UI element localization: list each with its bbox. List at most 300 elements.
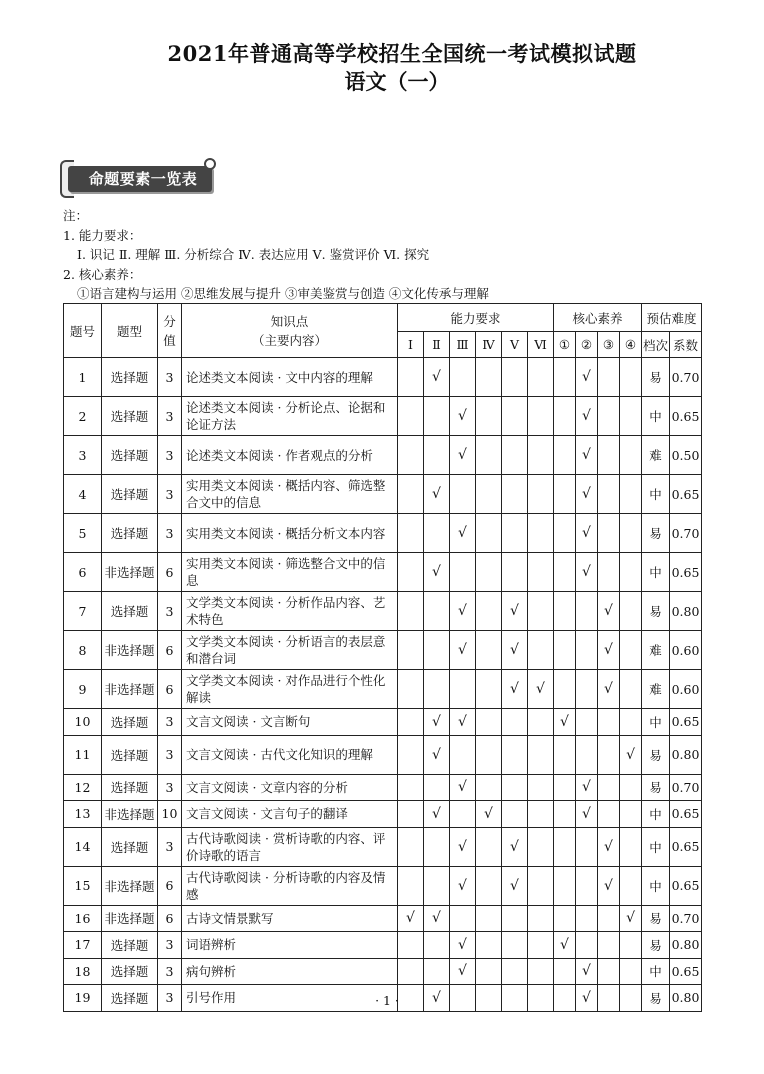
cell-knowledge: 论述类文本阅读 · 文中内容的理解 bbox=[182, 358, 398, 397]
cell-level: 易 bbox=[642, 358, 670, 397]
cell-level: 易 bbox=[642, 932, 670, 959]
cell-knowledge: 实用类文本阅读 · 筛选整合文中的信息 bbox=[182, 553, 398, 592]
cell-core-2 bbox=[576, 905, 598, 932]
cell-ability-6 bbox=[528, 905, 554, 932]
cell-num: 8 bbox=[64, 631, 102, 670]
cell-core-1 bbox=[554, 475, 576, 514]
cell-ability-5 bbox=[502, 801, 528, 828]
header-core-col: ③ bbox=[598, 332, 620, 358]
cell-score: 6 bbox=[158, 905, 182, 932]
cell-core-1 bbox=[554, 866, 576, 905]
page-subtitle: 语文（一） bbox=[344, 69, 450, 94]
cell-core-4 bbox=[620, 514, 642, 553]
cell-ability-3 bbox=[450, 801, 476, 828]
cell-level: 易 bbox=[642, 735, 670, 774]
cell-level: 难 bbox=[642, 670, 670, 709]
cell-core-3 bbox=[598, 905, 620, 932]
cell-ability-3: √ bbox=[450, 932, 476, 959]
header-score: 分值 bbox=[158, 304, 182, 358]
cell-ability-2: √ bbox=[424, 801, 450, 828]
cell-type: 选择题 bbox=[102, 436, 158, 475]
header-ability-col: Ⅵ bbox=[528, 332, 554, 358]
header-ability-col: Ⅴ bbox=[502, 332, 528, 358]
cell-ability-4 bbox=[476, 735, 502, 774]
table-row bbox=[64, 514, 702, 553]
cell-coef: 0.65 bbox=[670, 958, 702, 985]
cell-num: 15 bbox=[64, 866, 102, 905]
cell-ability-5: √ bbox=[502, 631, 528, 670]
cell-ability-4 bbox=[476, 397, 502, 436]
cell-ability-4 bbox=[476, 436, 502, 475]
cell-ability-4 bbox=[476, 553, 502, 592]
cell-score: 3 bbox=[158, 932, 182, 959]
cell-coef: 0.80 bbox=[670, 932, 702, 959]
cell-ability-2: √ bbox=[424, 735, 450, 774]
cell-core-3 bbox=[598, 958, 620, 985]
cell-core-1 bbox=[554, 592, 576, 631]
cell-ability-2 bbox=[424, 436, 450, 475]
cell-core-4 bbox=[620, 709, 642, 736]
cell-core-3 bbox=[598, 397, 620, 436]
cell-ability-1 bbox=[398, 866, 424, 905]
cell-type: 选择题 bbox=[102, 475, 158, 514]
cell-core-4 bbox=[620, 397, 642, 436]
cell-coef: 0.80 bbox=[670, 735, 702, 774]
cell-coef: 0.80 bbox=[670, 592, 702, 631]
table-row bbox=[64, 397, 702, 436]
table-row bbox=[64, 958, 702, 985]
cell-level: 中 bbox=[642, 709, 670, 736]
cell-num: 12 bbox=[64, 774, 102, 801]
cell-knowledge: 文学类文本阅读 · 对作品进行个性化解读 bbox=[182, 670, 398, 709]
cell-ability-5 bbox=[502, 709, 528, 736]
cell-ability-3 bbox=[450, 735, 476, 774]
cell-core-3 bbox=[598, 709, 620, 736]
cell-coef: 0.70 bbox=[670, 514, 702, 553]
header-core-col: ② bbox=[576, 332, 598, 358]
header-ability: 能力要求 bbox=[398, 304, 554, 332]
cell-coef: 0.65 bbox=[670, 397, 702, 436]
cell-ability-1 bbox=[398, 774, 424, 801]
cell-ability-2 bbox=[424, 774, 450, 801]
cell-ability-6 bbox=[528, 932, 554, 959]
cell-ability-4 bbox=[476, 709, 502, 736]
cell-level: 中 bbox=[642, 958, 670, 985]
cell-ability-2 bbox=[424, 827, 450, 866]
cell-knowledge: 古诗文情景默写 bbox=[182, 905, 398, 932]
cell-core-1 bbox=[554, 958, 576, 985]
cell-ability-6 bbox=[528, 631, 554, 670]
cell-type: 选择题 bbox=[102, 709, 158, 736]
cell-ability-3: √ bbox=[450, 631, 476, 670]
cell-core-1: √ bbox=[554, 932, 576, 959]
cell-num: 5 bbox=[64, 514, 102, 553]
cell-num: 17 bbox=[64, 932, 102, 959]
cell-ability-3 bbox=[450, 905, 476, 932]
cell-ability-5 bbox=[502, 475, 528, 514]
cell-level: 中 bbox=[642, 801, 670, 828]
cell-level: 难 bbox=[642, 436, 670, 475]
cell-level: 易 bbox=[642, 592, 670, 631]
cell-ability-4 bbox=[476, 958, 502, 985]
cell-ability-5 bbox=[502, 553, 528, 592]
cell-core-2: √ bbox=[576, 514, 598, 553]
cell-knowledge: 文学类文本阅读 · 分析语言的表层意和潜台词 bbox=[182, 631, 398, 670]
cell-num: 14 bbox=[64, 827, 102, 866]
cell-core-2: √ bbox=[576, 358, 598, 397]
cell-ability-2 bbox=[424, 397, 450, 436]
cell-ability-1 bbox=[398, 801, 424, 828]
cell-core-4 bbox=[620, 932, 642, 959]
cell-core-3: √ bbox=[598, 631, 620, 670]
cell-type: 选择题 bbox=[102, 514, 158, 553]
cell-core-2: √ bbox=[576, 774, 598, 801]
cell-num: 1 bbox=[64, 358, 102, 397]
cell-ability-2 bbox=[424, 866, 450, 905]
cell-level: 易 bbox=[642, 514, 670, 553]
cell-ability-6 bbox=[528, 866, 554, 905]
header-kp bbox=[182, 304, 398, 358]
cell-ability-3 bbox=[450, 358, 476, 397]
table-row bbox=[64, 592, 702, 631]
cell-ability-1 bbox=[398, 670, 424, 709]
cell-core-1 bbox=[554, 553, 576, 592]
cell-knowledge: 文言文阅读 · 文章内容的分析 bbox=[182, 774, 398, 801]
cell-score: 10 bbox=[158, 801, 182, 828]
cell-coef: 0.65 bbox=[670, 801, 702, 828]
cell-score: 6 bbox=[158, 866, 182, 905]
cell-core-2 bbox=[576, 670, 598, 709]
cell-type: 非选择题 bbox=[102, 631, 158, 670]
table-row bbox=[64, 905, 702, 932]
cell-core-4 bbox=[620, 553, 642, 592]
cell-core-2: √ bbox=[576, 985, 598, 1012]
cell-knowledge: 引号作用 bbox=[182, 985, 398, 1012]
cell-ability-1 bbox=[398, 827, 424, 866]
cell-coef: 0.70 bbox=[670, 905, 702, 932]
cell-core-1 bbox=[554, 670, 576, 709]
notes-item-2: 2. 核心素养： bbox=[63, 266, 142, 282]
cell-ability-5 bbox=[502, 774, 528, 801]
cell-ability-6 bbox=[528, 709, 554, 736]
table-row bbox=[64, 735, 702, 774]
cell-level: 难 bbox=[642, 631, 670, 670]
table-row bbox=[64, 631, 702, 670]
cell-core-3 bbox=[598, 735, 620, 774]
cell-core-4 bbox=[620, 827, 642, 866]
cell-num: 10 bbox=[64, 709, 102, 736]
cell-ability-5 bbox=[502, 358, 528, 397]
cell-score: 3 bbox=[158, 735, 182, 774]
cell-score: 3 bbox=[158, 827, 182, 866]
cell-score: 3 bbox=[158, 436, 182, 475]
cell-type: 非选择题 bbox=[102, 801, 158, 828]
cell-score: 3 bbox=[158, 774, 182, 801]
cell-ability-6 bbox=[528, 553, 554, 592]
notes-heading: 注： bbox=[63, 208, 89, 223]
cell-ability-1: √ bbox=[398, 905, 424, 932]
cell-core-4 bbox=[620, 866, 642, 905]
cell-score: 3 bbox=[158, 514, 182, 553]
header-core-col: ④ bbox=[620, 332, 642, 358]
cell-core-1 bbox=[554, 905, 576, 932]
cell-num: 18 bbox=[64, 958, 102, 985]
cell-ability-4 bbox=[476, 905, 502, 932]
cell-core-4 bbox=[620, 631, 642, 670]
table-row bbox=[64, 553, 702, 592]
cell-core-4: √ bbox=[620, 905, 642, 932]
cell-score: 3 bbox=[158, 592, 182, 631]
cell-ability-3: √ bbox=[450, 958, 476, 985]
cell-core-3: √ bbox=[598, 592, 620, 631]
cell-core-3 bbox=[598, 932, 620, 959]
cell-ability-5 bbox=[502, 905, 528, 932]
cell-ability-2 bbox=[424, 592, 450, 631]
cell-knowledge: 文学类文本阅读 · 分析作品内容、艺术特色 bbox=[182, 592, 398, 631]
cell-level: 中 bbox=[642, 553, 670, 592]
cell-core-4 bbox=[620, 475, 642, 514]
cell-core-4 bbox=[620, 592, 642, 631]
cell-ability-2 bbox=[424, 932, 450, 959]
cell-core-3 bbox=[598, 774, 620, 801]
cell-core-3 bbox=[598, 553, 620, 592]
cell-ability-4: √ bbox=[476, 801, 502, 828]
cell-ability-6 bbox=[528, 514, 554, 553]
cell-core-1 bbox=[554, 801, 576, 828]
cell-ability-6 bbox=[528, 397, 554, 436]
table-row bbox=[64, 827, 702, 866]
cell-ability-1 bbox=[398, 631, 424, 670]
cell-level: 中 bbox=[642, 475, 670, 514]
cell-ability-6 bbox=[528, 358, 554, 397]
header-diff-col: 档次 bbox=[642, 332, 670, 358]
cell-ability-2: √ bbox=[424, 905, 450, 932]
cell-core-1 bbox=[554, 827, 576, 866]
cell-ability-3 bbox=[450, 475, 476, 514]
cell-core-4 bbox=[620, 670, 642, 709]
header-ability-col: Ⅳ bbox=[476, 332, 502, 358]
cell-ability-6 bbox=[528, 436, 554, 475]
cell-ability-1 bbox=[398, 397, 424, 436]
cell-ability-6 bbox=[528, 475, 554, 514]
cell-num: 16 bbox=[64, 905, 102, 932]
cell-core-2: √ bbox=[576, 958, 598, 985]
cell-ability-4 bbox=[476, 827, 502, 866]
header-core: 核心素养 bbox=[554, 304, 642, 332]
cell-ability-5 bbox=[502, 932, 528, 959]
cell-knowledge: 实用类文本阅读 · 概括分析文本内容 bbox=[182, 514, 398, 553]
cell-ability-2 bbox=[424, 514, 450, 553]
cell-core-3: √ bbox=[598, 866, 620, 905]
cell-score: 3 bbox=[158, 985, 182, 1012]
cell-core-2 bbox=[576, 932, 598, 959]
cell-score: 6 bbox=[158, 670, 182, 709]
notes-item-1-detail: Ⅰ. 识记 Ⅱ. 理解 Ⅲ. 分析综合 Ⅳ. 表达应用 Ⅴ. 鉴赏评价 Ⅵ. 探究 bbox=[77, 247, 430, 262]
cell-ability-1 bbox=[398, 475, 424, 514]
cell-ability-6 bbox=[528, 735, 554, 774]
cell-coef: 0.70 bbox=[670, 774, 702, 801]
cell-type: 选择题 bbox=[102, 358, 158, 397]
cell-core-4 bbox=[620, 358, 642, 397]
cell-ability-5 bbox=[502, 735, 528, 774]
cell-ability-4 bbox=[476, 932, 502, 959]
cell-core-1 bbox=[554, 774, 576, 801]
cell-num: 9 bbox=[64, 670, 102, 709]
cell-ability-3 bbox=[450, 670, 476, 709]
cell-core-4 bbox=[620, 801, 642, 828]
cell-ability-3: √ bbox=[450, 774, 476, 801]
table-row bbox=[64, 670, 702, 709]
cell-knowledge: 词语辨析 bbox=[182, 932, 398, 959]
cell-num: 7 bbox=[64, 592, 102, 631]
cell-knowledge: 病句辨析 bbox=[182, 958, 398, 985]
table-row bbox=[64, 709, 702, 736]
cell-core-4: √ bbox=[620, 735, 642, 774]
cell-core-1 bbox=[554, 358, 576, 397]
cell-type: 选择题 bbox=[102, 985, 158, 1012]
cell-ability-1 bbox=[398, 709, 424, 736]
page-title: 2021年普通高等学校招生全国统一考试模拟试题 bbox=[167, 41, 637, 66]
cell-core-1 bbox=[554, 631, 576, 670]
cell-ability-2: √ bbox=[424, 475, 450, 514]
table-row bbox=[64, 932, 702, 959]
cell-knowledge: 论述类文本阅读 · 作者观点的分析 bbox=[182, 436, 398, 475]
notes-item-1: 1. 能力要求： bbox=[63, 227, 142, 243]
table-row bbox=[64, 436, 702, 475]
cell-core-2 bbox=[576, 827, 598, 866]
cell-type: 选择题 bbox=[102, 932, 158, 959]
table-row bbox=[64, 475, 702, 514]
scroll-end-icon bbox=[204, 158, 216, 170]
cell-coef: 0.65 bbox=[670, 475, 702, 514]
header-diff-col: 系数 bbox=[670, 332, 702, 358]
cell-ability-5: √ bbox=[502, 592, 528, 631]
cell-ability-1 bbox=[398, 735, 424, 774]
cell-level: 易 bbox=[642, 905, 670, 932]
cell-ability-4 bbox=[476, 514, 502, 553]
cell-ability-3: √ bbox=[450, 709, 476, 736]
header-num: 题号 bbox=[64, 304, 102, 358]
cell-type: 选择题 bbox=[102, 774, 158, 801]
cell-ability-6 bbox=[528, 958, 554, 985]
cell-ability-6 bbox=[528, 827, 554, 866]
cell-ability-5 bbox=[502, 436, 528, 475]
page-number: · 1 · bbox=[375, 993, 399, 1008]
cell-core-1: √ bbox=[554, 709, 576, 736]
cell-core-2 bbox=[576, 709, 598, 736]
cell-core-3 bbox=[598, 801, 620, 828]
cell-ability-2 bbox=[424, 631, 450, 670]
cell-num: 13 bbox=[64, 801, 102, 828]
cell-core-3: √ bbox=[598, 827, 620, 866]
cell-coef: 0.80 bbox=[670, 985, 702, 1012]
cell-ability-5 bbox=[502, 397, 528, 436]
header-ability-col: Ⅲ bbox=[450, 332, 476, 358]
cell-ability-2 bbox=[424, 670, 450, 709]
cell-ability-1 bbox=[398, 932, 424, 959]
cell-num: 19 bbox=[64, 985, 102, 1012]
cell-ability-4 bbox=[476, 358, 502, 397]
cell-ability-4 bbox=[476, 592, 502, 631]
cell-knowledge: 文言文阅读 · 古代文化知识的理解 bbox=[182, 735, 398, 774]
cell-knowledge: 实用类文本阅读 · 概括内容、筛选整合文中的信息 bbox=[182, 475, 398, 514]
cell-knowledge: 文言文阅读 · 文言断句 bbox=[182, 709, 398, 736]
cell-num: 3 bbox=[64, 436, 102, 475]
banner-box bbox=[68, 166, 212, 192]
cell-ability-4 bbox=[476, 866, 502, 905]
cell-core-1 bbox=[554, 397, 576, 436]
cell-ability-2: √ bbox=[424, 553, 450, 592]
cell-core-1 bbox=[554, 436, 576, 475]
cell-knowledge: 论述类文本阅读 · 分析论点、论据和论证方法 bbox=[182, 397, 398, 436]
cell-ability-3: √ bbox=[450, 436, 476, 475]
header-core-col: ① bbox=[554, 332, 576, 358]
cell-ability-4 bbox=[476, 774, 502, 801]
cell-level: 中 bbox=[642, 397, 670, 436]
cell-ability-4 bbox=[476, 475, 502, 514]
cell-ability-1 bbox=[398, 592, 424, 631]
cell-core-2: √ bbox=[576, 553, 598, 592]
cell-ability-1 bbox=[398, 553, 424, 592]
header-kp-main: 知识点 bbox=[270, 313, 309, 329]
cell-score: 3 bbox=[158, 397, 182, 436]
cell-ability-3 bbox=[450, 553, 476, 592]
cell-type: 选择题 bbox=[102, 397, 158, 436]
header-difficulty: 预估难度 bbox=[642, 304, 702, 332]
cell-ability-3: √ bbox=[450, 514, 476, 553]
cell-ability-1 bbox=[398, 358, 424, 397]
cell-ability-2: √ bbox=[424, 985, 450, 1012]
cell-num: 6 bbox=[64, 553, 102, 592]
cell-core-4 bbox=[620, 436, 642, 475]
banner-text: 命题要素一览表 bbox=[88, 170, 198, 188]
cell-core-2: √ bbox=[576, 436, 598, 475]
cell-type: 选择题 bbox=[102, 827, 158, 866]
cell-ability-2: √ bbox=[424, 709, 450, 736]
cell-ability-3: √ bbox=[450, 866, 476, 905]
cell-coef: 0.50 bbox=[670, 436, 702, 475]
cell-score: 3 bbox=[158, 709, 182, 736]
cell-coef: 0.60 bbox=[670, 631, 702, 670]
cell-ability-6 bbox=[528, 592, 554, 631]
cell-num: 11 bbox=[64, 735, 102, 774]
cell-core-3 bbox=[598, 475, 620, 514]
cell-core-2 bbox=[576, 592, 598, 631]
cell-core-3 bbox=[598, 436, 620, 475]
notes bbox=[63, 206, 489, 304]
cell-type: 非选择题 bbox=[102, 670, 158, 709]
cell-coef: 0.70 bbox=[670, 358, 702, 397]
cell-core-3 bbox=[598, 358, 620, 397]
cell-ability-3: √ bbox=[450, 397, 476, 436]
section-banner bbox=[60, 158, 218, 196]
cell-coef: 0.65 bbox=[670, 553, 702, 592]
cell-ability-3: √ bbox=[450, 827, 476, 866]
table-row bbox=[64, 801, 702, 828]
cell-ability-1 bbox=[398, 514, 424, 553]
cell-ability-2 bbox=[424, 958, 450, 985]
cell-core-2 bbox=[576, 866, 598, 905]
cell-core-2 bbox=[576, 735, 598, 774]
cell-knowledge: 古代诗歌阅读 · 赏析诗歌的内容、评价诗歌的语言 bbox=[182, 827, 398, 866]
cell-core-1 bbox=[554, 735, 576, 774]
cell-score: 3 bbox=[158, 475, 182, 514]
cell-num: 2 bbox=[64, 397, 102, 436]
cell-core-3 bbox=[598, 514, 620, 553]
cell-ability-6: √ bbox=[528, 670, 554, 709]
header-kp-sub: （主要内容） bbox=[251, 332, 327, 348]
table-row bbox=[64, 774, 702, 801]
